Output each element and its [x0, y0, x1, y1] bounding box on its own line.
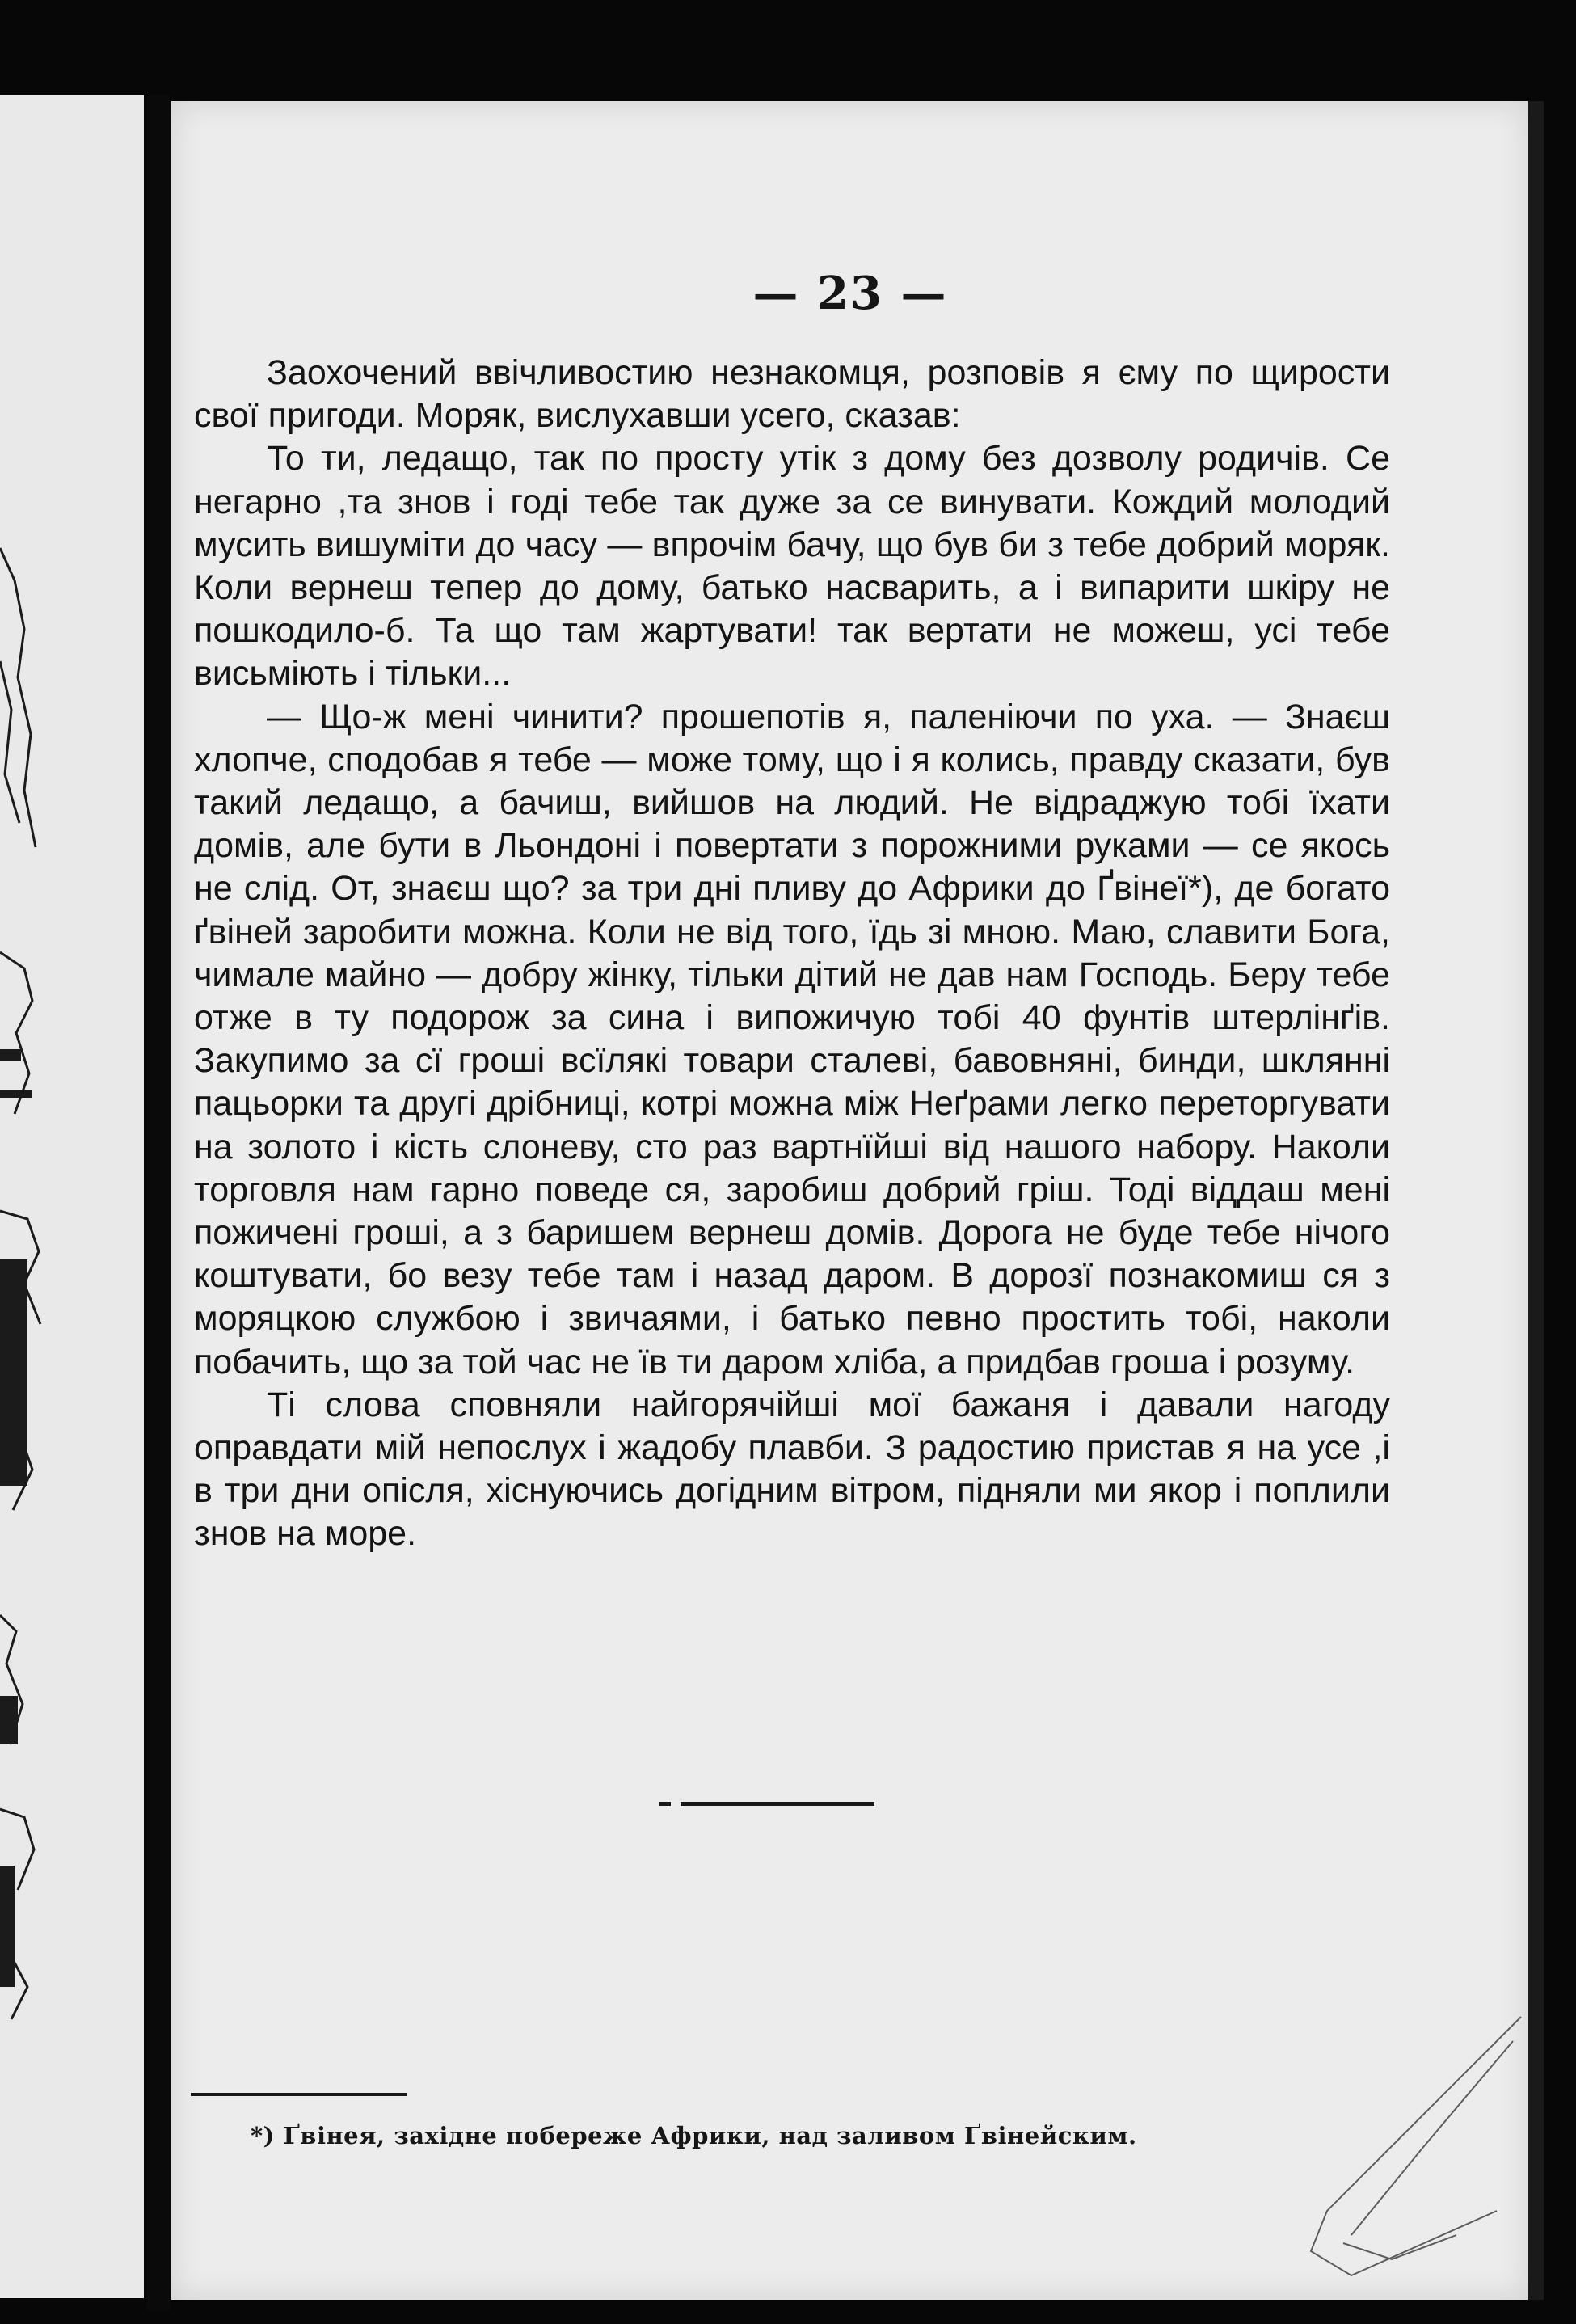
page-body [194, 352, 1390, 1556]
corner-sketch-bleedthrough [1295, 2009, 1529, 2300]
book-page [171, 101, 1529, 2300]
page-right-edge [1528, 101, 1544, 2300]
binding-gutter [147, 95, 170, 2310]
paragraph: Ті слова сповняли найгорячійші мої бажаня і давали нагоду оправдати мій непослух і жадобу плавби. З радостию пристав я на усе ,і в три дни опісля, хіснуючись догідним вітром, підняли ми якор і поплили знов на море. [194, 1385, 1390, 1554]
section-separator [681, 1802, 874, 1806]
left-page-fragment [0, 95, 144, 2298]
page-number: — 23 — [752, 267, 948, 320]
paragraph: — Що-ж мені чинити? прошепотів я, паленіючи по уха. — Знаєш хлопче, сподобав я тебе — може тому, що і я колись, правду сказати, був такий ледащо, а бачиш, вийшов на людий. Не відраджую тобі їхати домів, але бути в Льондоні і повертати з порожними руками — се якось не слід. От, знаєш що? за три дні пливу до Африки до Ґвінеї*), де богато ґвіней заробити можна. Коли не від того, їдь зі мною. Маю, славити Бога, чимале майно — добру жінку, тільки дітий не дав нам Господь. Беру тебе отже в ту подорож за сина і випожичую тобі 40 фунтів штерлінґів. Закупимо за сї гроші всїлякі товари сталеві, бавовняні, бинди, шклянні пацьорки та другі дрібниці, котрі можна між Неґрами легко переторгувати на золото і кість слоневу, сто раз вартнїйші від нашого набору. Наколи торговля нам гарно поведе ся, заробиш добрий гріш. Тоді віддаш мені пожичені гроші, а з баришем вернеш домів. Дорога не буде тебе нічого коштувати, бо везу тебе там і назад даром. В дорозї познакомиш ся з моряцкою службою і звичаями, і батько певно простить тобі, наколи побачить, що за той час не їв ти даром хліба, а придбав гроша і розуму. [194, 697, 1390, 1381]
footnote: *) Ґвінея, західне побереже Африки, над заливом Ґвінейским. [251, 2122, 1137, 2149]
paragraph: То ти, ледащо, так по просту утік з дому без дозволу родичів. Се негарно ,та знов і годі тебе так дуже за се винувати. Кождий молодий мусить вишуміти до часу — впрочім бачу, що був би з тебе добрий моряк. Коли вернеш тепер до дому, батько насварить, а і випарити шкіру не пошкодило-б. Та що там жартувати! так вертати не можеш, усі тебе висьміють і тільки... [194, 439, 1390, 694]
left-page-engraving [0, 95, 144, 2298]
footnote-rule [191, 2093, 407, 2096]
paragraph: Заохочений ввічливостию незнакомця, розповів я єму по щирости свої пригоди. Моряк, вислухавши усего, сказав: [194, 353, 1390, 436]
